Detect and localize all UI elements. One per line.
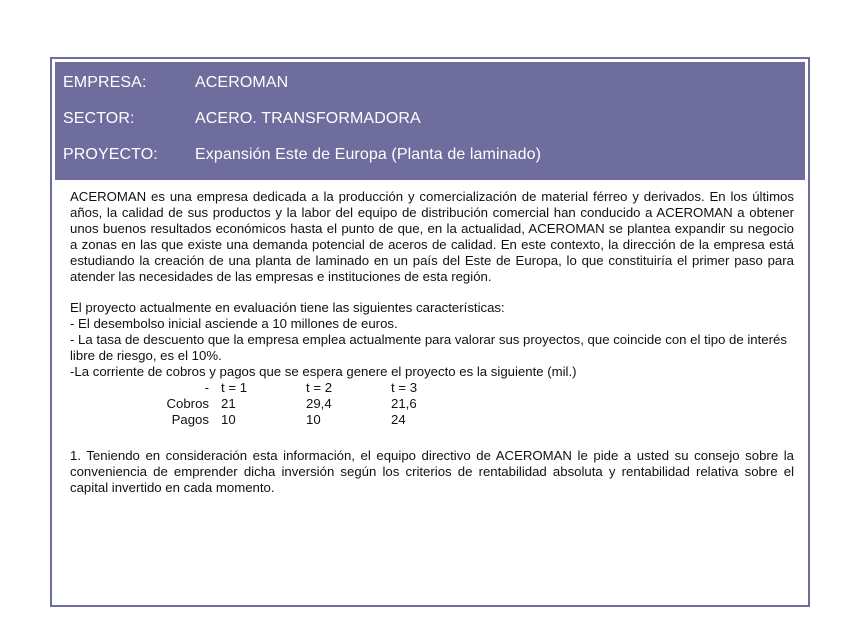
cashflow-header-cell: -	[204, 379, 209, 395]
characteristics-title: El proyecto actualmente en evaluación tiene las siguientes características:	[70, 300, 505, 316]
case-card	[50, 57, 810, 607]
proyecto-value: Expansión Este de Europa (Planta de laminado)	[195, 146, 542, 163]
sector-label: SECTOR:	[63, 110, 135, 127]
cashflow-cell: 21,6	[391, 395, 417, 411]
cashflow-cell: 21	[221, 395, 236, 411]
case-body	[70, 189, 794, 495]
cashflow-row-label: Pagos	[171, 411, 209, 427]
cashflow-row-pagos	[136, 412, 471, 428]
question-paragraph: 1. Teniendo en consideración esta información, el equipo directivo de ACEROMAN le pide a usted su consejo sobre la conveniencia de emprender dicha inversión según los criterios de rentabilidad absoluta y rentabilidad relativa sobre el capital invertido en cada momento.	[70, 447, 794, 495]
header-row-proyecto	[63, 140, 805, 176]
cashflow-header-row	[136, 380, 471, 396]
cashflow-cell: 10	[221, 411, 236, 427]
item-tasa-descuento: - La tasa de descuento que la empresa emplea actualmente para valorar sus proyectos, que coincide con el tipo de interés libre de riesgo, es el 10%.	[70, 332, 787, 364]
cashflow-row-cobros	[136, 396, 471, 412]
proyecto-label: PROYECTO:	[63, 146, 158, 163]
header-row-empresa	[63, 68, 805, 104]
cashflow-table	[136, 380, 471, 428]
case-header	[55, 62, 805, 180]
cashflow-header-cell: t = 3	[391, 379, 418, 395]
empresa-label: EMPRESA:	[63, 74, 147, 91]
cashflow-cell: 10	[306, 411, 321, 427]
item-desembolso: - El desembolso inicial asciende a 10 millones de euros.	[70, 316, 398, 332]
empresa-value: ACEROMAN	[195, 74, 289, 91]
item-corriente-cobros-pagos: -La corriente de cobros y pagos que se espera genere el proyecto es la siguiente (mil.)	[70, 364, 577, 380]
header-row-sector	[63, 104, 805, 140]
cashflow-header-cell: t = 2	[306, 379, 333, 395]
intro-paragraph: ACEROMAN es una empresa dedicada a la producción y comercialización de material férreo y derivados. En los últimos años, la calidad de sus productos y la labor del equipo de distribución comercial han conducido a ACEROMAN a obtener unos buenos resultados económicos hasta el punto de que, en la actualidad, ACEROMAN se plantea expandir su negocio a zonas en las que existe una demanda potencial de aceros de calidad. En este contexto, la dirección de la empresa está estudiando la creación de una planta de laminado en un país del Este de Europa, lo que constituiría el primer paso para atender las necesidades de las empresas e instituciones de esta región.	[70, 189, 794, 284]
cashflow-header-cell: t = 1	[221, 379, 248, 395]
cashflow-cell: 24	[391, 411, 406, 427]
sector-value: ACERO. TRANSFORMADORA	[195, 110, 421, 127]
cashflow-cell: 29,4	[306, 395, 332, 411]
cashflow-row-label: Cobros	[166, 395, 209, 411]
